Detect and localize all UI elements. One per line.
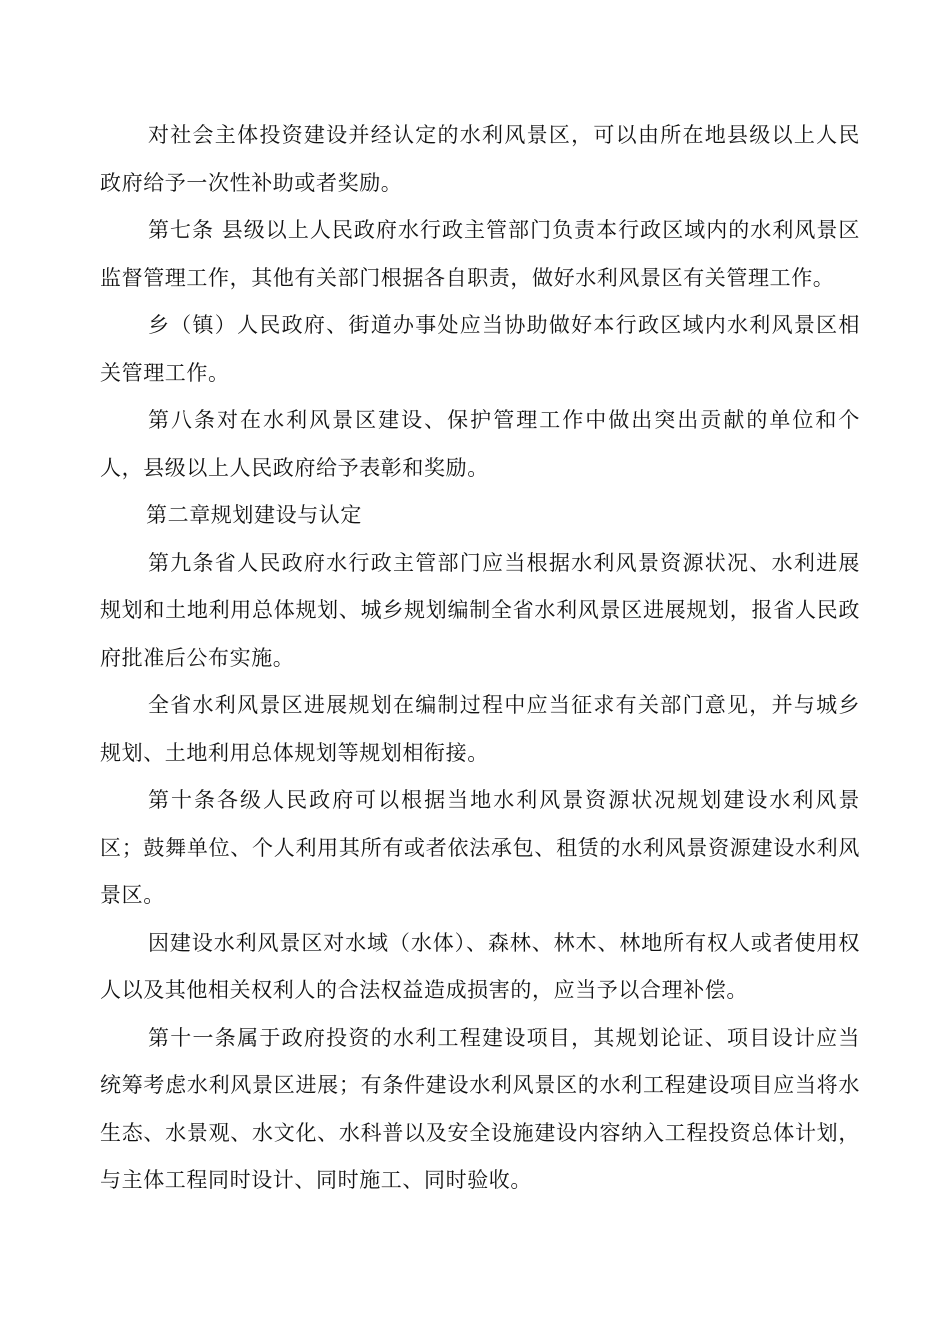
paragraph-subsidy: 对社会主体投资建设并经认定的水利风景区，可以由所在地县级以上人民政府给予一次性补助或者奖励。 [100,123,860,195]
chapter-heading-2: 第二章规划建设与认定 [146,503,362,527]
paragraph-township-duty: 乡（镇）人民政府、街道办事处应当协助做好本行政区域内水利风景区相关管理工作。 [100,313,860,385]
paragraph-article-11: 第十一条属于政府投资的水利工程建设项目，其规划论证、项目设计应当统筹考虑水利风景区进展；有条件建设水利风景区的水利工程建设项目应当将水生态、水景观、水文化、水科普以及安全设施建设内容纳入工程投资总体计划，与主体工程同时设计、同时施工、同时验收。 [100,1025,860,1192]
paragraph-article-7: 第七条 县级以上人民政府水行政主管部门负责本行政区域内的水利风景区监督管理工作，其他有关部门根据各自职责，做好水利风景区有关管理工作。 [100,218,860,290]
document-body [100,112,860,1205]
paragraph-compensation: 因建设水利风景区对水域（水体）、森林、林木、林地所有权人或者使用权人以及其他相关权利人的合法权益造成损害的，应当予以合理补偿。 [100,930,860,1002]
paragraph-article-10: 第十条各级人民政府可以根据当地水利风景资源状况规划建设水利风景区；鼓舞单位、个人利用其所有或者依法承包、租赁的水利风景资源建设水利风景区。 [100,788,860,907]
paragraph-article-9: 第九条省人民政府水行政主管部门应当根据水利风景资源状况、水利进展规划和土地利用总体规划、城乡规划编制全省水利风景区进展规划，报省人民政府批准后公布实施。 [100,550,860,670]
paragraph-plan-coordination: 全省水利风景区进展规划在编制过程中应当征求有关部门意见，并与城乡规划、土地利用总体规划等规划相衔接。 [100,693,860,765]
paragraph-article-8: 第八条对在水利风景区建设、保护管理工作中做出突出贡献的单位和个人，县级以上人民政府给予表彰和奖励。 [100,408,860,480]
